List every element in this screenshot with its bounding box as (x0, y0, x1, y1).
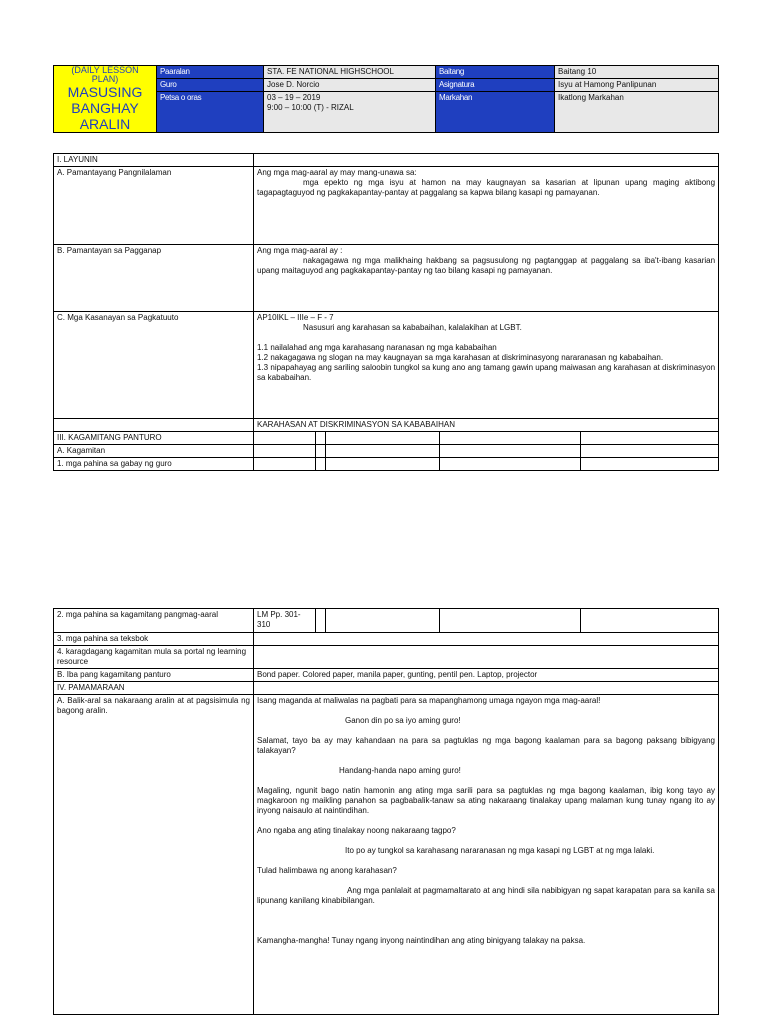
date-value (264, 92, 436, 133)
learner-pages-label: 2. mga pahina sa kagamitang pangmag-aaral (54, 609, 254, 633)
lr-portal-label: 4. karagdagang kagamitan mula sa portal ng learning resource (54, 646, 254, 669)
content-standard-body: mga epekto ng mga isyu at hamon na may kaugnayan sa kasarian at lipunan upang maging aktibong tagapagtaguyod ng pagkakapantay-pantay at paggalang sa kapwa bilang kasapi ng pamayanan. (257, 178, 716, 197)
dialog-line-2: Ganon din po sa iyo aming guro! (345, 716, 461, 725)
lesson-header-table (53, 65, 719, 133)
dlp-title-box (54, 66, 157, 133)
dlp-label-line2: PLAN) (91, 74, 119, 84)
dialog-line-3: Salamat, tayo ba ay may kahandaan na para sa pagtuklas ng mga bagong kaalaman para sa bagong paksang bibigyang talakayan? (257, 736, 715, 755)
dialog-line-7: Ito po ay tungkol sa karahasang nararanasan ng mga kasapi ng LGBT at ng mga lalaki. (345, 846, 655, 855)
materials-label: A. Kagamitan (54, 445, 254, 458)
section-pamamaraan: IV. PAMAMARAAN (54, 682, 254, 695)
school-label: Paaralan (157, 66, 264, 79)
dlp-label-line3: MASUSING (67, 84, 143, 100)
performance-standard-body: nakagagawa ng mga malikhaing hakbang sa pagsusulong ng pagtanggap at paggalang sa iba't-ibang kasarian upang maitaguyod ang pagkakapantay-pantay ng tao bilang kasapi ng pamayanan. (257, 256, 716, 275)
section-layunin: I. LAYUNIN (54, 154, 254, 167)
dialog-line-8: Tulad halimbawa ng anong karahasan? (257, 866, 397, 875)
competency-item-3: 1.3 nipapahayag ang sariling saloobin tungkol sa kung ano ang tamang gawin upang maiwasan ang karahasan at diskriminasyon sa kababaihan. (257, 363, 716, 382)
review-label: A. Balik-aral sa nakaraang aralin at at pagsisimula ng bagong aralin. (54, 695, 254, 1015)
content-standard-intro: Ang mga mag-aaral ay may mang-unawa sa: (257, 168, 417, 177)
dlp-label-line1: (DAILY LESSON (71, 65, 139, 75)
competency-item-1: 1.1 nailalahad ang mga karahasang naranasan ng mga kababaihan (257, 343, 497, 352)
other-materials-value: Bond paper. Colored paper, manila paper, gunting, pentil pen. Laptop, projector (254, 669, 719, 682)
dialog-line-6: Ano ngaba ang ating tinalakay noong nakaraang tagpo? (257, 826, 456, 835)
competency-code: AP10IKL – IIIe – F - 7 (257, 313, 334, 322)
dialog-line-10: Kamangha-mangha! Tunay ngang inyong naintindihan ang ating binigyang talakay na paksa. (257, 936, 586, 945)
section-kagamitan: III. KAGAMITANG PANTURO (54, 432, 254, 445)
competencies-label: C. Mga Kasanayan sa Pagkatuuto (54, 312, 254, 419)
date-text: 03 – 19 – 2019 (267, 93, 321, 103)
other-materials-label: B. Iba pang kagamitang panturo (54, 669, 254, 682)
teacher-guide-pages-label: 1. mga pahina sa gabay ng guro (54, 458, 254, 471)
time-text: 9:00 – 10:00 (T) - RIZAL (267, 103, 354, 113)
teacher-value: Jose D. Norcio (264, 79, 436, 92)
quarter-label: Markahan (436, 92, 555, 133)
dialog-cell (254, 695, 719, 1015)
school-value: STA. FE NATIONAL HIGHSCHOOL (264, 66, 436, 79)
quarter-value: Ikatlong Markahan (555, 92, 719, 133)
performance-standard-value (254, 245, 719, 312)
content-standard-label: A. Pamantayang Pangnilalaman (54, 167, 254, 245)
competency-item-2: 1.2 nakagagawa ng slogan na may kaugnayan sa mga karahasan at diskriminasyong nararanasan ng kababaihan. (257, 353, 664, 362)
content-standard-value (254, 167, 719, 245)
competencies-value (254, 312, 719, 419)
dialog-line-4: Handang-handa napo aming guro! (339, 766, 461, 775)
learner-pages-value: LM Pp. 301-310 (254, 609, 316, 633)
dialog-line-1: Isang maganda at maliwalas na pagbati para sa mapanghamong umaga ngayon mga mag-aaral! (257, 696, 601, 705)
objectives-table (53, 153, 719, 471)
performance-standard-intro: Ang mga mag-aaral ay : (257, 246, 343, 255)
subject-value: Isyu at Hamong Panlipunan (555, 79, 719, 92)
date-label: Petsa o oras (157, 92, 264, 133)
dlp-label-line4: BANGHAY (71, 100, 139, 116)
grade-value: Baitang 10 (555, 66, 719, 79)
lesson-topic: KARAHASAN AT DISKRIMINASYON SA KABABAIHAN (254, 419, 719, 432)
procedure-table (53, 608, 719, 1015)
subject-label: Asignatura (436, 79, 555, 92)
teacher-label: Guro (157, 79, 264, 92)
dialog-line-5: Magaling, ngunit bago natin hamonin ang ating mga sarili para sa pagtuklas ng mga bagong kaalaman, ibig kong tayo ay magkaroon ng maikling panahon sa pagbabalik-tanaw sa ating nakaraang tinalakay upang malaman kung tunay ngang ito ay inyong naisaulo at naintindihan. (257, 786, 715, 815)
dlp-label-line5: ARALIN (79, 116, 131, 132)
competency-sub: Nasusuri ang karahasan sa kababaihan, kalalakihan at LGBT. (303, 323, 522, 332)
dialog-line-9: Ang mga panlalait at pagmamaltarato at ang hindi sila nabibigyan ng sapat karapatan para sa kanila sa lipunang kanilang kinabibilangan. (257, 886, 715, 905)
performance-standard-label: B. Pamantayan sa Pagganap (54, 245, 254, 312)
textbook-pages-label: 3. mga pahina sa teksbok (54, 633, 254, 646)
grade-label: Baitang (436, 66, 555, 79)
